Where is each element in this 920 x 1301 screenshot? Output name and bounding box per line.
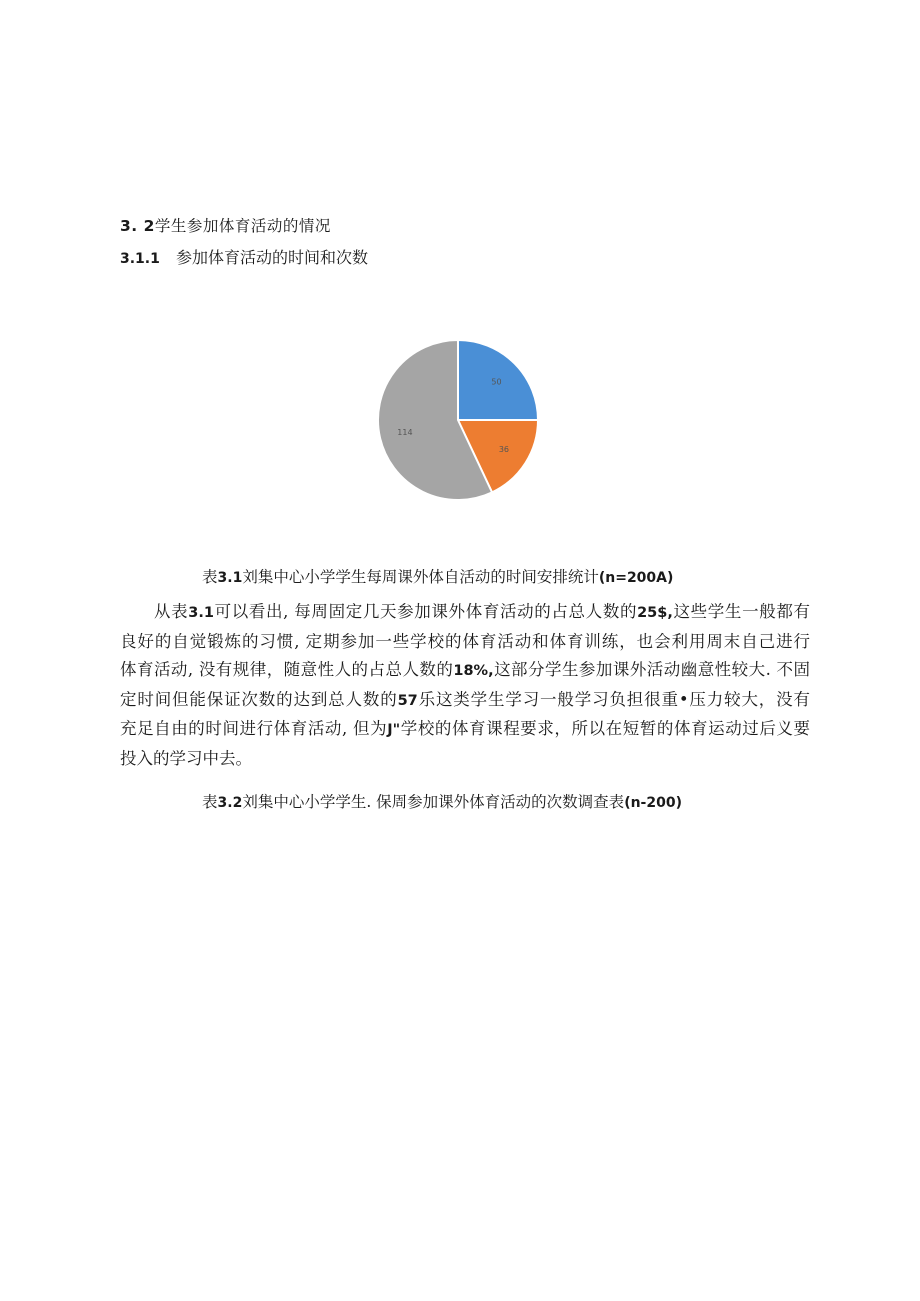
paragraph-text: 良好的自觉锻炼的习惯, 定期参加一些学校的体育活动和体育训练，也会利用周末自己进行 [120,631,810,651]
paragraph-line [120,745,810,774]
paragraph-line [120,598,810,628]
table-1-caption [202,565,673,587]
body-paragraph [120,598,810,774]
pie-slice-label: 114 [397,427,413,437]
table-1-caption-suffix: (n=200A) [598,570,674,586]
paragraph-line [120,628,810,657]
pie-chart-svg [370,332,550,512]
paragraph-text: 投入的学习中去。 [120,748,252,768]
paragraph-text: 体育活动, 没有规律，随意性人的占总人数的 [120,660,454,680]
paragraph-line [120,715,810,745]
table-1-caption-number: 3.1 [217,570,243,586]
table-2-caption-prefix: 表 [202,793,218,811]
paragraph-text: 从表 [154,602,189,621]
paragraph-text: 18%, [453,663,494,680]
paragraph-text: 25$, [637,605,673,621]
subsection-heading [120,245,368,268]
subsection-number: 3.1.1 [120,251,160,267]
table-2-caption [202,790,682,812]
paragraph-text: 这部分学生参加课外活动幽意性较大. 不固 [493,660,810,680]
paragraph-text: 这些学生一般都有 [672,602,810,621]
paragraph-text: 3.1 [188,605,214,621]
paragraph-text: 学校的体育课程要求，所以在短暂的体育运动过后义要 [400,719,810,739]
paragraph-text: 可以看出, 每周固定几天参加课外体育活动的占总人数的 [213,602,638,621]
table-1-caption-prefix: 表 [202,568,218,586]
paragraph-text: 定时间但能保证次数的达到总人数的 [120,689,398,709]
paragraph-text: J" [387,722,401,739]
paragraph-text: 充足自由的时间进行体育活动, 但为 [120,719,388,739]
table-2-caption-number: 3.2 [217,795,243,811]
pie-chart [370,332,550,512]
table-1-caption-text: 刘集中心小学学生每周课外体自活动的时间安排统计 [242,568,599,586]
paragraph-text: 乐这类学生学习一般学习负担很重•压力较大，没有 [417,689,811,709]
pie-slice-label: 36 [498,445,510,455]
section-number: 3. 2 [120,217,155,235]
pie-slice-label: 50 [491,377,502,387]
paragraph-line [120,686,810,716]
paragraph-text: 57 [397,692,418,709]
subsection-title: 参加体育活动的时间和次数 [176,248,369,267]
table-2-caption-text: 刘集中心小学学生. 保周参加课外体育活动的次数调查表 [242,793,625,811]
section-heading [120,214,331,236]
paragraph-line [120,656,810,686]
section-title: 学生参加体育活动的情况 [154,217,331,235]
table-2-caption-suffix: (n-200) [624,795,682,811]
